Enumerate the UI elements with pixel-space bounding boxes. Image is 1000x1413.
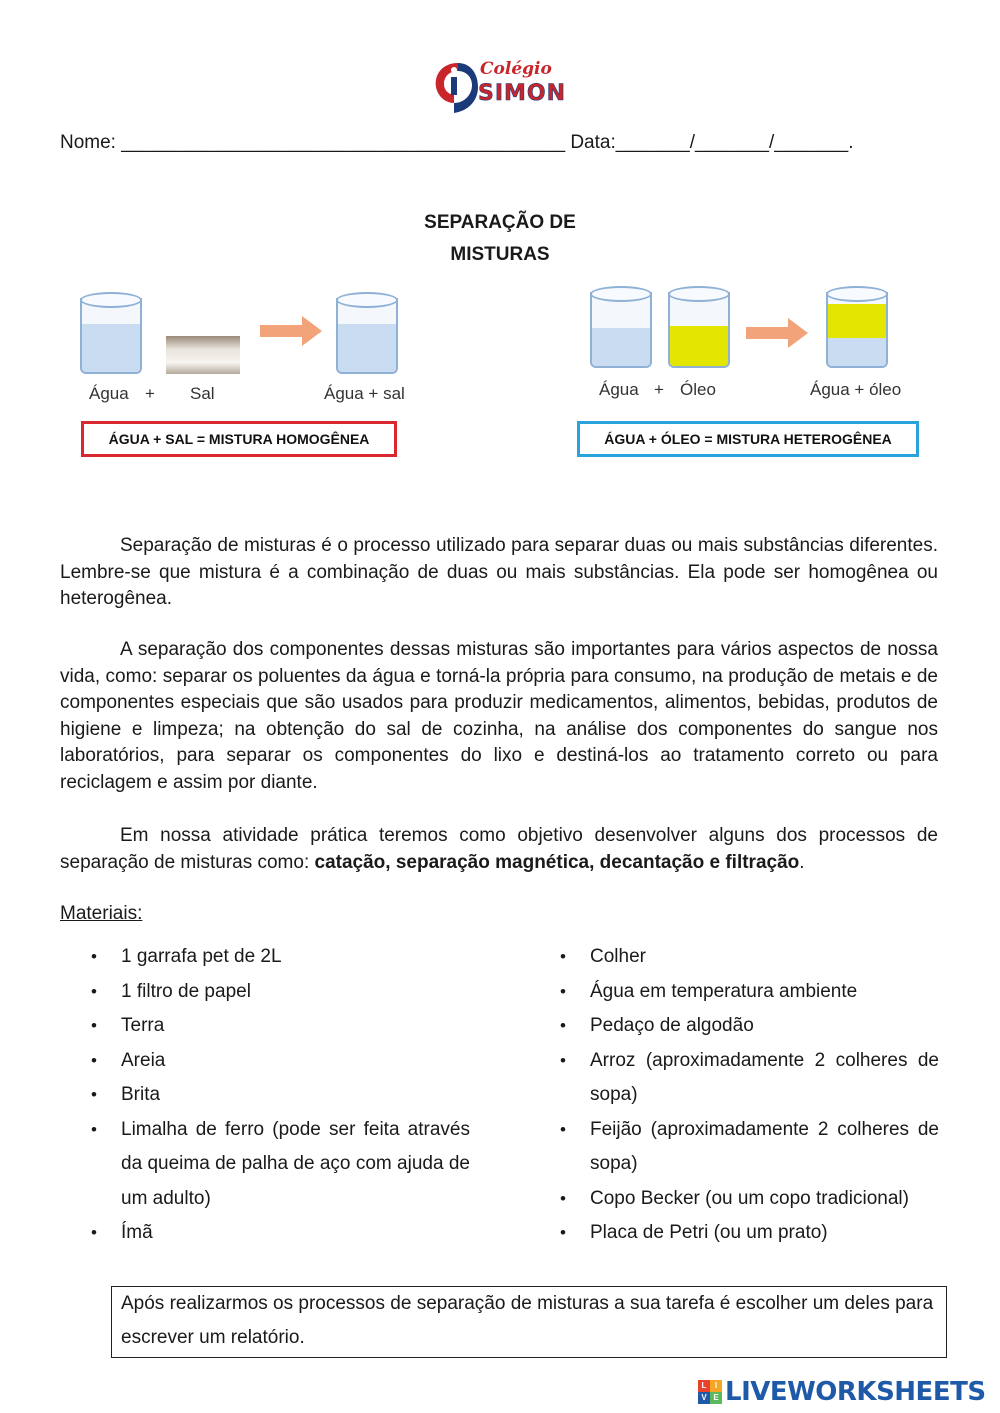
list-item: • Água em temperatura ambiente [529,975,939,1010]
title-line1: SEPARAÇÃO DE [424,212,576,233]
label-plus-2: + [654,380,664,399]
materials-left-list [60,940,480,1251]
list-item: • Brita [60,1078,480,1113]
label-water: Água [89,384,129,403]
water-cup-2 [590,292,652,368]
label-oil: Óleo [680,380,716,399]
list-item: • Terra [60,1009,480,1044]
heterogeneous-figure [500,280,1000,470]
label-water-2: Água [599,380,639,399]
homogeneous-figure [0,280,500,470]
list-item: • 1 filtro de papel [60,975,480,1010]
logo-emblem-icon [430,57,480,117]
watermark-text: LIVEWORKSHEETS [725,1377,986,1407]
water-oil-cup [826,292,888,368]
water-salt-cup [336,298,398,374]
paragraph-3: Em nossa atividade prática teremos como objetivo desenvolver alguns dos processos de separação de misturas como: catação, separação magnética, decantação e filtração. [60,825,938,873]
logo-line1: Colégio [480,59,552,79]
list-item: • Ímã [60,1216,480,1251]
list-item: • Arroz (aproximadamente 2 colheres de sopa) [529,1044,939,1113]
logo-line2: SIMON [478,81,567,106]
liveworksheets-watermark [698,1375,986,1409]
oil-cup [668,292,730,368]
heterogeneous-caption: ÁGUA + ÓLEO = MISTURA HETEROGÊNEA [577,421,919,457]
arrow-right-icon [260,316,322,346]
list-item: • Colher [529,940,939,975]
school-logo [430,55,570,120]
list-item: • Feijão (aproximadamente 2 colheres de sopa) [529,1113,939,1182]
label-salt: Sal [190,384,215,403]
label-water-salt: Água + sal [324,384,405,403]
list-item: • Placa de Petri (ou um prato) [529,1216,939,1251]
name-date-line[interactable]: Nome: __________________________________________ Data:_______/_______/_______. [60,132,854,153]
label-plus: + [145,384,155,403]
materials-right-list [529,940,939,1251]
materials-heading: Materiais: [60,903,143,924]
label-water-oil: Água + óleo [810,380,902,399]
task-box: Após realizarmos os processos de separação de misturas a sua tarefa é escolher um deles para escrever um relatório. [111,1286,947,1358]
paragraph-2: A separação dos componentes dessas misturas são importantes para vários aspectos de nossa vida, como: separar os poluentes da água e torná-la própria para consumo, na produção de metais e de componentes especiais que são usados para produzir medicamentos, alimentos, bebidas, produtos de higiene e limpeza; na obtenção do sal de cozinha, na análise dos componentes do sangue nos laboratórios, para separar os componentes do lixo e destiná-los ao tratamento correto ou para reciclagem e assim por diante. [60,639,938,793]
list-item: • Copo Becker (ou um copo tradicional) [529,1182,939,1217]
process-list: catação, separação magnética, decantação e filtração [314,851,800,873]
list-item: • 1 garrafa pet de 2L [60,940,480,975]
list-item: • Limalha de ferro (pode ser feita através da queima de palha de aço com ajuda de um adulto) [60,1113,480,1217]
arrow-right-icon-2 [746,318,808,348]
list-item: • Areia [60,1044,480,1079]
title-line2: MISTURAS [450,244,550,265]
page-title [0,207,1000,271]
paragraph-1: Separação de misturas é o processo utilizado para separar duas ou mais substâncias diferentes. Lembre-se que mistura é a combinação de duas ou mais substâncias. Ela pode ser homogênea ou heterogênea. [60,535,938,609]
salt-image [166,336,240,374]
list-item: • Pedaço de algodão [529,1009,939,1044]
water-cup [80,298,142,374]
homogeneous-caption: ÁGUA + SAL = MISTURA HOMOGÊNEA [81,421,397,457]
liveworksheets-logo-icon: L I V E [698,1380,722,1404]
